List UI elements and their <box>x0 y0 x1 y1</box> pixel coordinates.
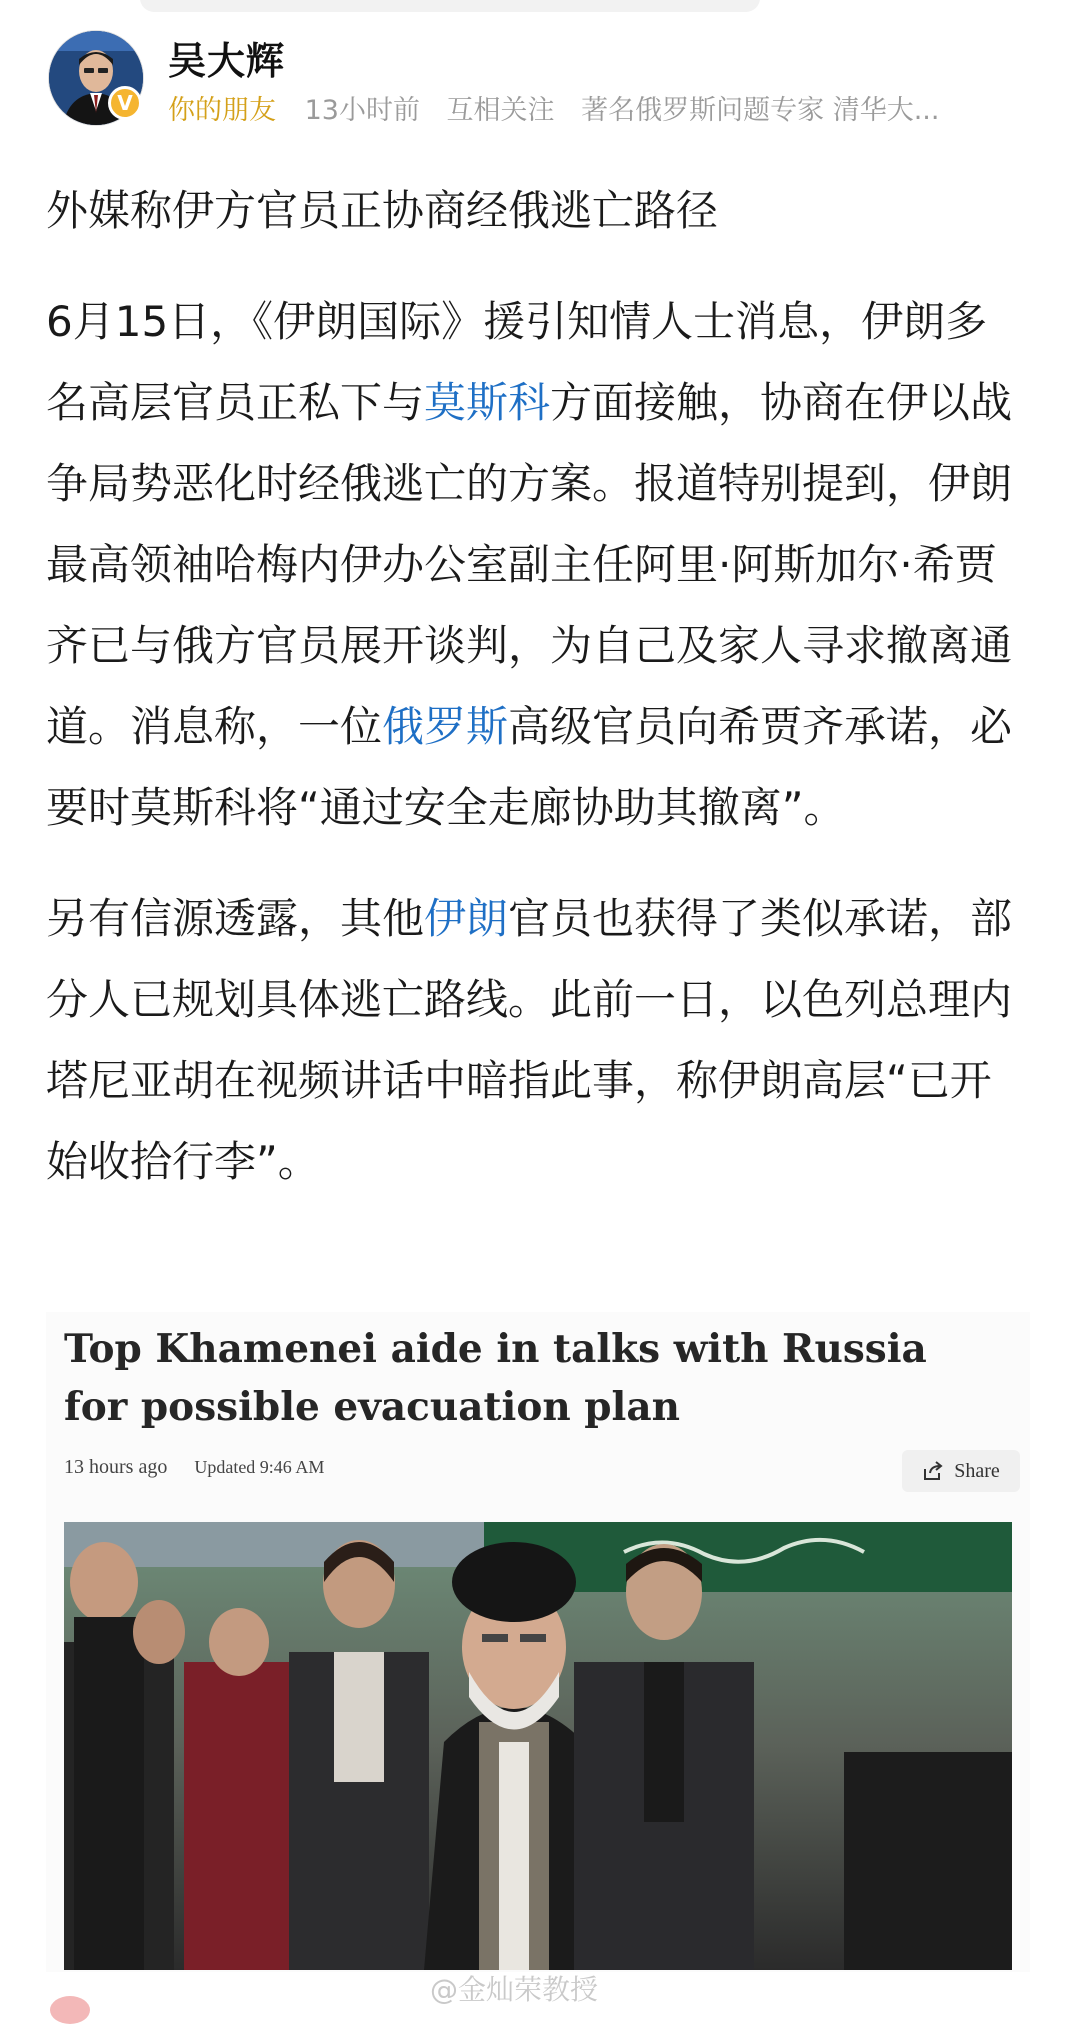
next-avatar <box>50 1996 90 2024</box>
relation-tag: 互相关注 <box>446 95 555 126</box>
share-button[interactable] <box>902 1450 1020 1492</box>
news-updated: Updated 9:46 AM <box>194 1457 325 1477</box>
article-body <box>46 170 1016 1202</box>
weibo-watermark: @金灿荣教授 <box>430 1973 599 2006</box>
p1-text-b: 方面接触，协商在伊以战争局势恶化时经俄逃亡的方案。报道特别提到，伊朗最高领袖哈梅内伊办公室副主任阿里·阿斯加尔·希贾齐已与俄方官员展开谈判，为自己及家人寻求撤离通道。消息称，一位 <box>46 378 1013 751</box>
top-handle <box>140 0 760 12</box>
p2-text-b: 官员也获得了类似承诺，部分人已规划具体逃亡路线。此前一日，以色列总理内塔尼亚胡在视频讲话中暗指此事，称伊朗高层“已开始收拾行李”。 <box>46 894 1013 1186</box>
share-label: Share <box>954 1459 1000 1482</box>
paragraph-1 <box>46 281 1016 848</box>
p2-text-a: 另有信源透露，其他 <box>46 894 425 943</box>
p1-text-c: 高级官员向希贾齐承诺，必要时莫斯科将“通过安全走廊协助其撤离”。 <box>46 702 1013 832</box>
share-icon <box>922 1460 944 1482</box>
news-meta <box>64 1456 324 1479</box>
author-bio: 著名俄罗斯问题专家 清华大... <box>581 95 940 126</box>
post-time: 13小时前 <box>304 95 420 126</box>
post-header <box>48 30 1060 125</box>
p1-text-a: 6月15日，《伊朗国际》援引知情人士消息，伊朗多名高层官员正私下与 <box>46 297 988 427</box>
paragraph-2 <box>46 878 1016 1202</box>
link-russia[interactable]: 俄罗斯 <box>382 702 509 751</box>
link-iran[interactable]: 伊朗 <box>424 894 509 943</box>
post-meta <box>168 88 939 127</box>
author-name[interactable]: 吴大辉 <box>168 39 286 83</box>
friend-tag: 你的朋友 <box>168 95 276 126</box>
article-title: 外媒称伊方官员正协商经俄逃亡路径 <box>46 186 719 235</box>
news-screenshot-card[interactable] <box>46 1312 1030 1972</box>
news-headline: Top Khamenei aide in talks with Russia for possible evacuation plan <box>64 1326 927 1430</box>
news-time-ago: 13 hours ago <box>64 1456 168 1478</box>
news-photo <box>64 1522 1012 1970</box>
link-moscow[interactable]: 莫斯科 <box>424 378 551 427</box>
verified-badge-icon: V <box>108 86 142 120</box>
